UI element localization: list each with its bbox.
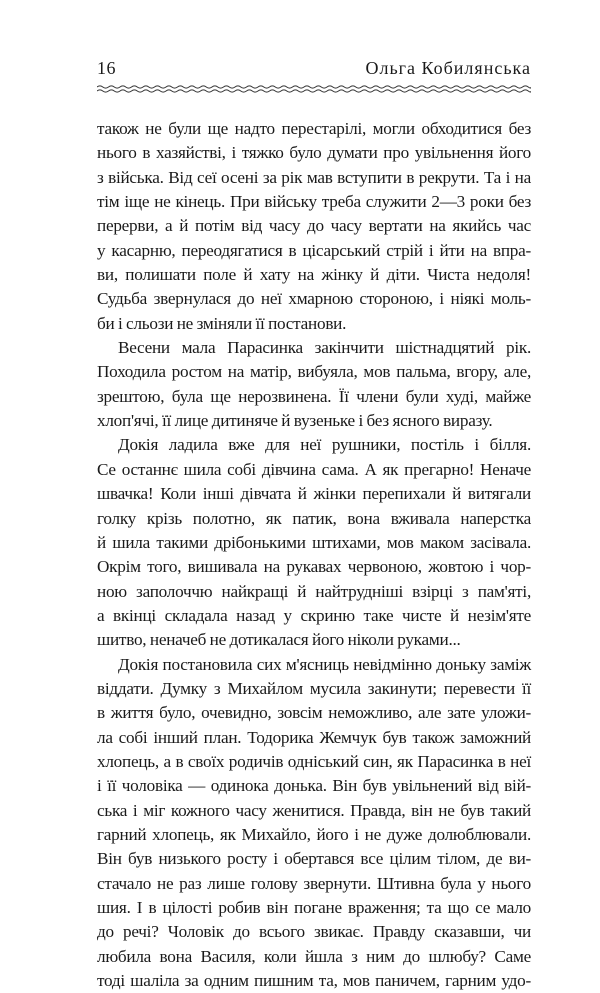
text-line: Докія постановила сих м'ясниць невідмінно доньку заміж [118, 654, 531, 674]
text-line: нього в хазяйстві, і тяжко було думати про увільнення його [97, 143, 531, 163]
text-line: би і сльози не зміняли її постанови. [97, 313, 347, 333]
text-line: ною заполоччю найкращі й найтрудніші взірці з пам'яті, [97, 581, 531, 601]
text-line: й шила такими дрібонькими штихами, мов маком засівала. [97, 532, 531, 552]
page-header [97, 53, 531, 83]
text-line: в життя було, очевидно, зовсім неможливо, але зате уложи- [97, 703, 531, 723]
text-line: Він був низького росту і обертався все цілим тілом, де ви- [97, 849, 531, 869]
text-line: віддати. Думку з Михайлом мусила закинути; перевести її [97, 678, 531, 698]
running-head-author: Ольга Кобилянська [365, 58, 531, 78]
text-line: Судьба звернулася до неї хмарною стороною, і ніякі моль- [97, 289, 531, 309]
text-line: шитво, неначеб не дотикалася його ніколи руками... [97, 630, 461, 650]
body-text [97, 117, 531, 993]
text-line: швачка! Коли інші дівчата й жінки перепихали й витягали [97, 484, 531, 504]
text-line: Се останнє шила собі дівчина сама. А як прегарно! Неначе [97, 459, 531, 479]
text-line: любила вона Василя, коли йшла з ним до шлюбу? Саме [97, 946, 531, 966]
text-line: тоді шаліла за одним пишним та, мов паничем, гарним удо- [97, 971, 531, 991]
text-line: стачало не раз лише голову звернути. Штивна була у нього [97, 873, 531, 893]
text-line: з війська. Від сеї осені за рік мав вступити в рекрути. Та і на [97, 167, 531, 187]
text-line: ла собі інший план. Тодорика Жемчук був також заможний [97, 727, 531, 747]
text-line: тім іще не кінець. При війську треба служити 2—3 роки без [97, 192, 531, 212]
text-line: Весени мала Парасинка закінчити шістнадцятий рік. [118, 338, 531, 358]
text-line: перерви, а й потім від часу до часу вертати на якийсь час [97, 216, 531, 236]
text-line: до речі? Чоловік до всього звикає. Правду сказавши, чи [97, 922, 531, 942]
text-line: Походила ростом на матір, вибуяла, мов пальма, вгору, але, [97, 362, 531, 382]
text-line: у касарню, переодягатися в цісарський стрій і йти на впра- [97, 240, 531, 260]
text-line: зрештою, була ще нерозвинена. Її члени були худі, майже [97, 386, 531, 406]
text-line: ви, полишати поле й хату на жінку й діти. Чиста недоля! [97, 265, 531, 285]
text-line: Окрім того, вишивала на рукавах червоною, жовтою і чор- [97, 557, 531, 577]
text-line: а вкінці складала назад у скриню таке чисте й незім'яте [97, 605, 531, 625]
wavy-divider-ornament [97, 84, 531, 94]
text-line: хлоп'ячі, її лице дитиняче й вузеньке і без ясного виразу. [97, 411, 493, 431]
text-line: Докія ладила вже для неї рушники, постіль і білля. [118, 435, 531, 455]
text-line: також не були ще надто перестарілі, могли обходитися без [97, 119, 531, 138]
page-number: 16 [97, 58, 116, 78]
text-line: гарний хлопець, як Михайло, його і не дуже долюблювали. [97, 824, 531, 844]
text-line: шия. І в цілості робив він погане враження; та що се мало [97, 898, 531, 917]
text-line: ська і міг кожного часу женитися. Правда, він не був такий [97, 800, 531, 820]
text-line: голку крізь полотно, як патик, вона вживала наперстка [97, 508, 531, 528]
text-line: хлопець, а в своїх родичів одніський син, як Парасинка в неї [97, 751, 531, 771]
text-line: і її чоловіка — одинока донька. Він був увільнений від вій- [97, 776, 531, 796]
